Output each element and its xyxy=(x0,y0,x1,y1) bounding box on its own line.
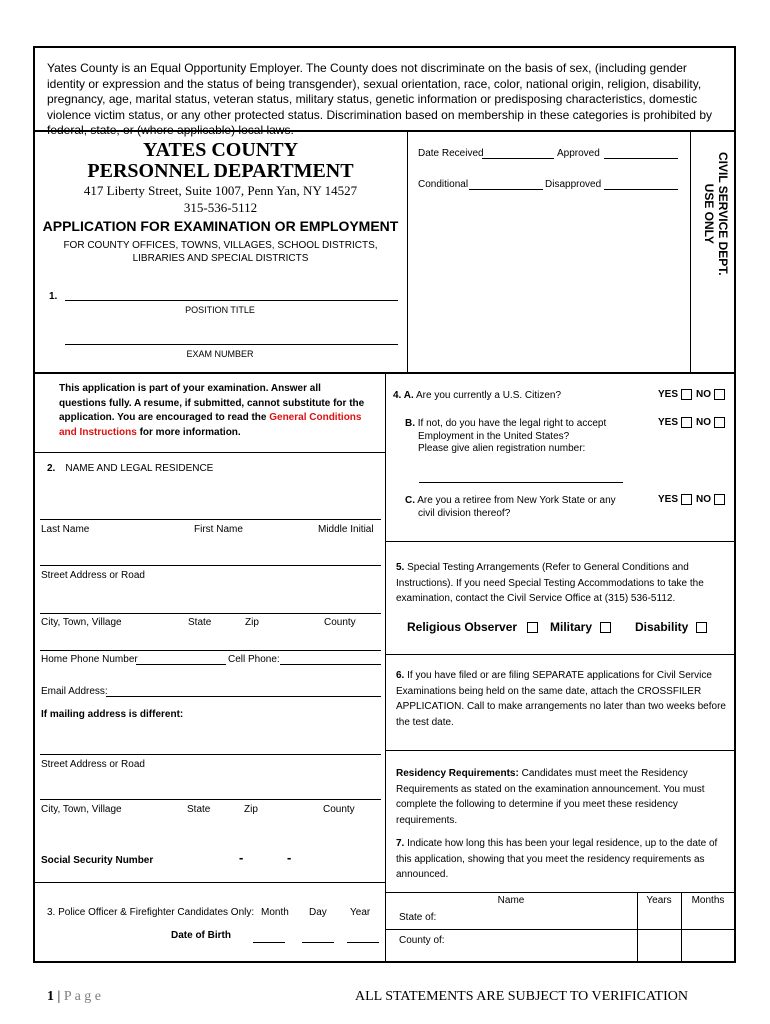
q4a-question: Are you currently a U.S. Citizen? xyxy=(415,390,562,401)
city-label: City, Town, Village xyxy=(41,617,122,628)
q4c-number: C. xyxy=(405,495,415,506)
page-title: YATES COUNTY xyxy=(142,139,299,161)
disapproved-field[interactable] xyxy=(604,189,678,190)
street-label: Street Address or Road xyxy=(41,570,145,581)
section2-title: NAME AND LEGAL RESIDENCE xyxy=(65,463,214,474)
col-name-header: Name xyxy=(497,895,525,906)
section6-text xyxy=(396,668,726,730)
yes-label: YES xyxy=(658,417,679,429)
disability-label: Disability xyxy=(635,620,689,634)
q4c-text xyxy=(405,495,616,520)
zip-label: Zip xyxy=(245,617,259,628)
q4b-line3: Please give alien registration number: xyxy=(418,443,586,454)
q4b-text xyxy=(405,418,606,456)
ssn-label: Social Security Number xyxy=(41,855,154,866)
section6-body: If you have filed or are filing SEPARATE applications for Civil Service Examinations being held on the same date, attach the CROSSFILER APPLICATION. Call to make arrangements no later than two weeks before the test date. xyxy=(396,670,726,728)
exam-number-field[interactable] xyxy=(65,344,398,345)
page-num: 1 xyxy=(47,989,54,1004)
divider xyxy=(34,452,385,453)
no-label: NO xyxy=(696,494,712,506)
divider xyxy=(34,130,735,132)
divider xyxy=(385,654,735,655)
religious-observer-checkbox[interactable] xyxy=(527,622,538,633)
date-received-field[interactable] xyxy=(482,158,554,159)
residency-body: Candidates must meet the Residency Requirements as stated on the examination announcement. You must complete the following to determine if you meet these residency requirements. xyxy=(396,768,705,826)
col-months-header: Months xyxy=(691,895,725,906)
dob-year-label: Year xyxy=(350,907,371,918)
county-label: County xyxy=(324,617,356,628)
page-word: P a g e xyxy=(63,989,102,1004)
conditional-field[interactable] xyxy=(469,189,543,190)
middle-initial-label: Middle Initial xyxy=(318,524,374,535)
mailing-city-field-line[interactable] xyxy=(40,799,381,800)
date-received-label: Date Received xyxy=(418,148,484,159)
section6-number: 6. xyxy=(396,670,405,681)
section3-text: 3. Police Officer & Firefighter Candidates Only: xyxy=(47,907,255,918)
q4b-line2: Employment in the United States? xyxy=(418,430,570,442)
phone: 315-536-5112 xyxy=(183,200,258,215)
military-option xyxy=(550,620,615,634)
form-subtitle: LIBRARIES AND SPECIAL DISTRICTS xyxy=(132,253,309,264)
q4c-yes-checkbox[interactable] xyxy=(681,494,692,505)
office-use-vertical-label xyxy=(696,152,736,312)
email-field[interactable] xyxy=(106,696,381,697)
divider xyxy=(407,131,408,372)
q4c-no-checkbox[interactable] xyxy=(714,494,725,505)
mailing-address-label: If mailing address is different: xyxy=(41,709,184,720)
intro-text xyxy=(59,382,369,440)
disapproved-label: Disapproved xyxy=(545,179,602,190)
cell-phone-field[interactable] xyxy=(280,664,381,665)
q4b-no-checkbox[interactable] xyxy=(714,417,725,428)
approved-field[interactable] xyxy=(604,158,678,159)
q4c-options xyxy=(658,494,729,505)
section7-text xyxy=(396,836,726,883)
col-years-header: Years xyxy=(646,895,672,906)
religious-observer-label: Religious Observer xyxy=(407,620,518,634)
address: 417 Liberty Street, Suite 1007, Penn Yan, NY 14527 xyxy=(83,183,358,198)
no-label: NO xyxy=(696,417,712,429)
verification-notice: ALL STATEMENTS ARE SUBJECT TO VERIFICATION xyxy=(355,989,688,1004)
military-label: Military xyxy=(550,620,593,634)
mailing-state-label: State xyxy=(187,804,211,815)
q4a-number: 4. A. xyxy=(393,390,414,401)
divider xyxy=(385,541,735,542)
divider xyxy=(385,750,735,751)
table-border xyxy=(385,929,735,930)
divider xyxy=(385,373,386,962)
position-number: 1. xyxy=(49,291,58,302)
disability-option xyxy=(635,620,711,634)
name-field-line[interactable] xyxy=(40,519,381,520)
dob-day-label: Day xyxy=(309,907,327,918)
approved-label: Approved xyxy=(557,148,600,159)
county-of-label: County of: xyxy=(399,935,445,946)
first-name-label: First Name xyxy=(194,524,243,535)
mailing-zip-label: Zip xyxy=(244,804,258,815)
form-subtitle: FOR COUNTY OFFICES, TOWNS, VILLAGES, SCHOOL DISTRICTS, xyxy=(63,240,378,251)
section5-text xyxy=(396,560,726,607)
q4a-yes-checkbox[interactable] xyxy=(681,389,692,400)
religious-observer-option xyxy=(407,620,542,634)
eeo-notice: Yates County is an Equal Opportunity Employer. The County does not discriminate on the basis of sex, (including gender identity or expression and the status of being transgender), sexual orientation, race, color, national origin, religion, disability, pregnancy, age, marital status, veteran status, military status, genetic information or predisposing characteristics, domestic violence victim status, or any other protected status. Discrimination based on membership in these categories is prohibited by federal, state, or (where applicable) local laws. xyxy=(47,61,712,138)
office-use-line1: CIVIL SERVICE DEPT. xyxy=(716,152,730,276)
disability-checkbox[interactable] xyxy=(696,622,707,633)
mailing-street-label: Street Address or Road xyxy=(41,759,145,770)
dob-year-field[interactable] xyxy=(347,942,379,943)
yes-label: YES xyxy=(658,389,679,401)
q4c-line2: civil division thereof? xyxy=(418,507,511,519)
office-use-line2: USE ONLY xyxy=(702,183,716,244)
intro-part2: for more information. xyxy=(136,426,241,438)
q4b-line1: If not, do you have the legal right to accept xyxy=(417,418,607,429)
mailing-county-label: County xyxy=(323,804,355,815)
form-title: APPLICATION FOR EXAMINATION OR EMPLOYMENT xyxy=(42,218,399,234)
exam-number-label: EXAM NUMBER xyxy=(186,349,254,359)
city-field-line[interactable] xyxy=(40,613,381,614)
state-of-label: State of: xyxy=(399,912,437,923)
general-conditions-link[interactable]: General Conditions and Instructions xyxy=(59,412,362,438)
dob-month-label: Month xyxy=(261,907,289,918)
department-title: PERSONNEL DEPARTMENT xyxy=(87,160,354,182)
street-field-line[interactable] xyxy=(40,565,381,566)
ssn-dash: - xyxy=(239,850,244,865)
mailing-city-label: City, Town, Village xyxy=(41,804,122,815)
q4a-text xyxy=(393,390,561,401)
section5-number: 5. xyxy=(396,562,405,573)
no-label: NO xyxy=(696,389,712,401)
position-title-label: POSITION TITLE xyxy=(185,305,255,315)
section2-number: 2. xyxy=(47,463,56,474)
alien-registration-field[interactable] xyxy=(419,482,623,483)
dob-label: Date of Birth xyxy=(171,930,231,941)
email-label: Email Address: xyxy=(41,686,108,697)
table-border xyxy=(385,892,735,893)
conditional-label: Conditional xyxy=(418,179,469,190)
q4b-yes-checkbox[interactable] xyxy=(681,417,692,428)
q4b-options xyxy=(658,417,729,428)
q4c-line1: Are you a retiree from New York State or any xyxy=(417,495,616,506)
last-name-label: Last Name xyxy=(41,524,90,535)
section7-number: 7. xyxy=(396,838,405,849)
divider xyxy=(34,882,385,883)
q4a-no-checkbox[interactable] xyxy=(714,389,725,400)
section5-body: Special Testing Arrangements (Refer to General Conditions and Instructions). If you need Special Testing Accommodations to take the examination, contact the Civil Service Office at (315) 536-5112. xyxy=(396,562,704,604)
dob-day-field[interactable] xyxy=(302,942,334,943)
position-title-field[interactable] xyxy=(65,300,398,301)
residency-text xyxy=(396,766,721,828)
state-label: State xyxy=(188,617,212,628)
section2-heading xyxy=(47,463,213,474)
cell-phone-label: Cell Phone: xyxy=(228,654,280,665)
page-number xyxy=(47,989,101,1005)
mailing-street-field-line[interactable] xyxy=(40,754,381,755)
q4a-options xyxy=(658,389,729,400)
phone-field-line[interactable] xyxy=(40,650,381,651)
section7-body: Indicate how long this has been your legal residence, up to the date of this application, showing that you meet the residency requirements as announced. xyxy=(396,838,718,880)
ssn-dash: - xyxy=(287,850,292,865)
q4b-number: B. xyxy=(405,418,415,429)
yes-label: YES xyxy=(658,494,679,506)
page-sep: | xyxy=(54,989,64,1004)
home-phone-field[interactable] xyxy=(136,664,226,665)
dob-month-field[interactable] xyxy=(253,942,285,943)
home-phone-label: Home Phone Number xyxy=(41,654,138,665)
intro-part1: This application is part of your examination. Answer all questions fully. A resume, if submitted, cannot substitute for the application. You are encouraged to read the xyxy=(59,383,365,423)
military-checkbox[interactable] xyxy=(600,622,611,633)
residency-label: Residency Requirements: xyxy=(396,768,519,779)
divider xyxy=(690,131,691,372)
